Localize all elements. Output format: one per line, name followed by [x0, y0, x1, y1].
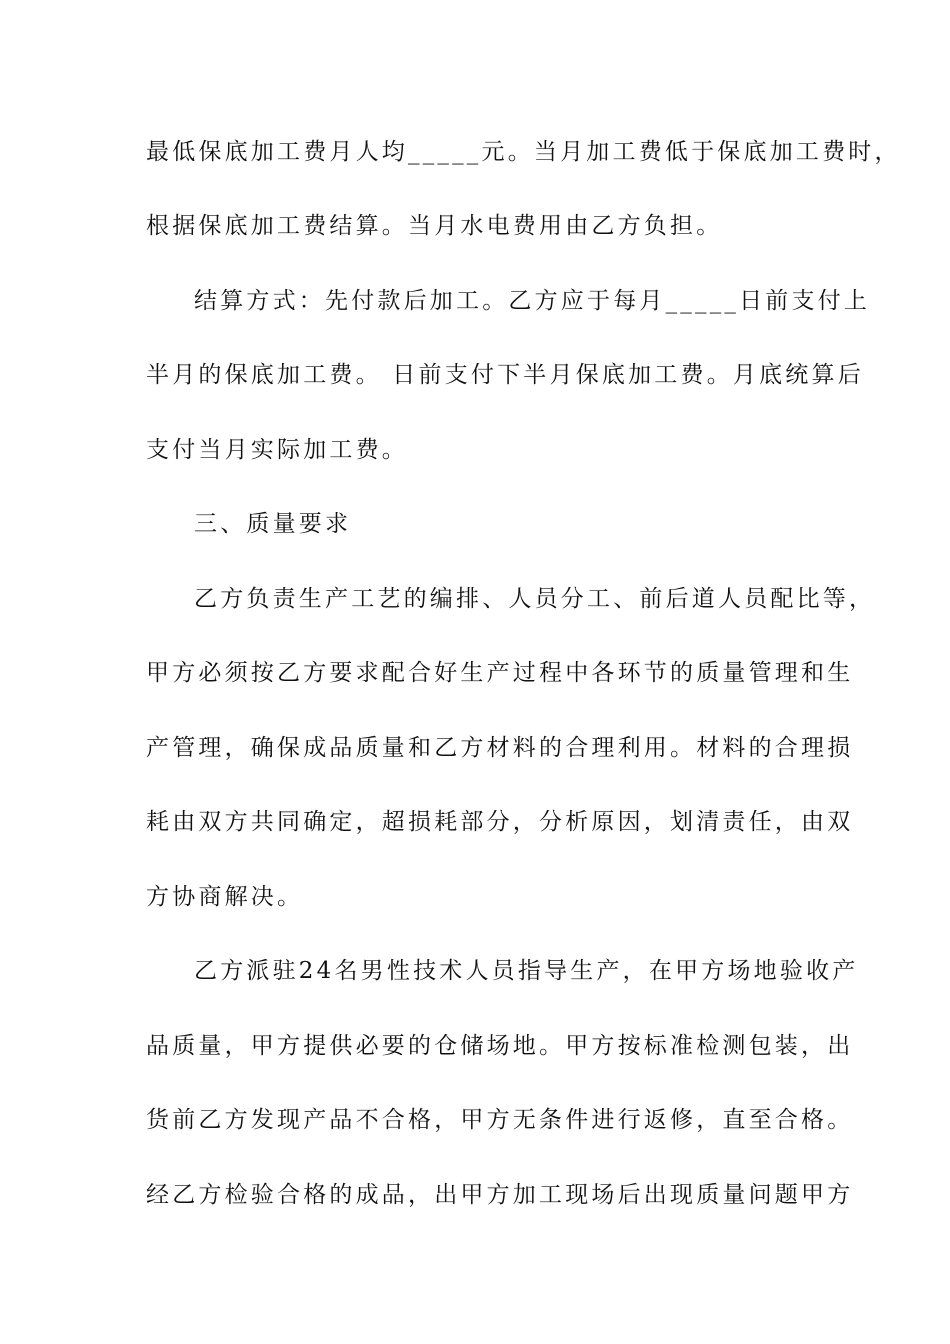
section-heading: 三、质量要求 — [194, 511, 352, 537]
paragraph-line: 乙方派驻24名男性技术人员指导生产，在甲方场地验收产 — [194, 958, 859, 984]
paragraph-line: 半月的保底加工费。 日前支付下半月保底加工费。月底统算后 — [146, 362, 864, 388]
paragraph-line: 方协商解决。 — [146, 884, 304, 910]
paragraph-line: 经乙方检验合格的成品，出甲方加工现场后出现质量问题甲方 — [146, 1182, 854, 1208]
paragraph-line: 乙方负责生产工艺的编排、人员分工、前后道人员配比等， — [194, 586, 876, 612]
paragraph-line: 支付当月实际加工费。 — [146, 437, 408, 463]
paragraph-line: 最低保底加工费月人均_____元。当月加工费低于保底加工费时， — [146, 139, 901, 165]
paragraph-line: 根据保底加工费结算。当月水电费用由乙方负担。 — [146, 213, 723, 239]
paragraph-line: 甲方必须按乙方要求配合好生产过程中各环节的质量管理和生 — [146, 660, 854, 686]
paragraph-line: 货前乙方发现产品不合格，甲方无条件进行返修，直至合格。 — [146, 1107, 854, 1133]
paragraph-line: 产管理，确保成品质量和乙方材料的合理利用。材料的合理损 — [146, 735, 854, 761]
paragraph-line: 耗由双方共同确定，超损耗部分，分析原因，划清责任，由双 — [146, 809, 854, 835]
paragraph-line: 品质量，甲方提供必要的仓储场地。甲方按标准检测包装，出 — [146, 1033, 854, 1059]
paragraph-line: 结算方式：先付款后加工。乙方应于每月_____日前支付上 — [194, 288, 871, 314]
